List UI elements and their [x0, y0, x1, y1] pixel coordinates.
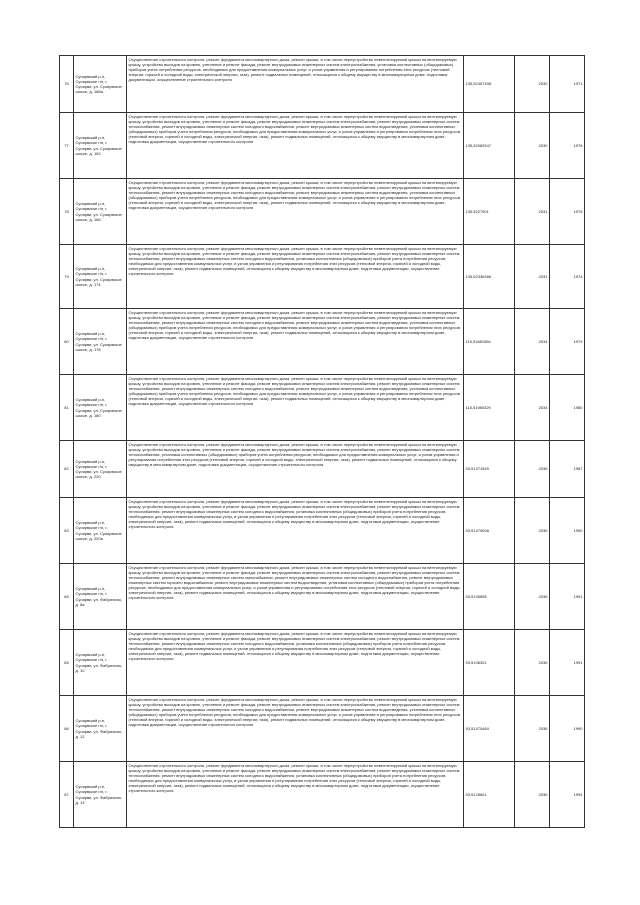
- row-number: 79: [60, 245, 74, 309]
- construction-year: 1987: [550, 441, 585, 498]
- repair-works-description: Осуществление строительного контроля, ремонт фундамента многоквартирного дома, ремонт крыши, в том числе переустройство невентилируемой крыши на вентилируемую крышу, устройство выходов на кровлю, утепление и ремонт фасада, ремонт внутридомовых инженерных систем электроснабжения, установка коллективных (общедомовых) приборов учета потребления ресурсов, необходимых для предоставления коммунальных услуг, и узлов управления и регулирования потребления этих ресурсов (тепловой энергии, горячей и холодной воды, электрической энергии, газа), ремонт подвальных помещений, относящихся к общему имуществу в многоквартирном доме, подготовка документации, осуществление строительного контроля: [127, 56, 464, 113]
- table-row: [60, 179, 585, 245]
- repair-works-description: Осуществление строительного контроля, ремонт фундамента многоквартирного дома, ремонт крыши, в том числе переустройство невентилируемой крыши на вентилируемую крышу, устройство выходов на кровлю, утепление и ремонт фасада, ремонт внутридомовых инженерных систем электроснабжения, ремонт внутридомовых инженерных систем теплоснабжения, установка коллективных (общедомовых) приборов учета потребления ресурсов, необходимых для предоставления коммунальных услуг, и узлов управления и регулирования потребления этих ресурсов (тепловой энергии, горячей и холодной воды, электрической энергии, газа), ремонт подвальных помещений, относящихся к общему имуществу в многоквартирном доме, подготовка документации, осуществление строительного контроля: [127, 441, 464, 498]
- repair-works-description: Осуществление строительного контроля, ремонт фундамента многоквартирного дома, ремонт крыши, в том числе переустройство невентилируемой крыши на вентилируемую крышу, устройство выходов на кровлю, утепление и ремонт фасада, ремонт внутридомовых инженерных систем электроснабжения, ремонт внутридомовых инженерных систем теплоснабжения, ремонт внутридомовых инженерных систем холодного водоснабжения, ремонт внутридомовых инженерных систем водоотведения, установка коллективных (общедомовых) приборов учета потребления ресурсов, необходимых для предоставления коммунальных услуг, и узлов управления и регулирования потребления этих ресурсов (тепловой энергии, горячей и холодной воды, электрической энергии, газа), ремонт подвальных помещений, относящихся к общему имуществу в многоквартирном доме, подготовка документации, осуществление строительного контроля: [127, 179, 464, 245]
- repair-cost: 135,5227901: [464, 179, 515, 245]
- row-number: 85: [60, 630, 74, 696]
- row-number: 87: [60, 762, 74, 828]
- table-body: [60, 56, 585, 828]
- row-number: 82: [60, 441, 74, 498]
- table-row: [60, 762, 585, 828]
- repair-cost: 115,51681584: [464, 309, 515, 375]
- construction-year: 1974: [550, 245, 585, 309]
- row-number: 77: [60, 113, 74, 179]
- construction-year: 1979: [550, 309, 585, 375]
- construction-year: 1990: [550, 498, 585, 564]
- repair-cost: 93,5136898: [464, 564, 515, 630]
- construction-year: 1990: [550, 696, 585, 762]
- building-address: Суоярвский р-н, Суоярвское г/п, г. Суоярви, ул. Суоярвское шоссе, д. 180: [74, 375, 127, 441]
- table-row: [60, 564, 585, 630]
- building-address: Суоярвский р-н, Суоярвское г/п, г. Суоярви, ул. Суоярвское шоссе, д. 176: [74, 309, 127, 375]
- building-address: Суоярвский р-н, Суоярвское г/п, г. Суоярви, ул. Суоярвское шоссе, д. 174: [74, 245, 127, 309]
- building-address: Суоярвский р-н, Суоярвское г/п, г. Суоярви, ул. Фабричная, д. 12: [74, 696, 127, 762]
- building-address: Суоярвский р-н, Суоярвское г/п, г. Суоярви, ул. Фабричная, д. 8а: [74, 564, 127, 630]
- repair-works-description: Осуществление строительного контроля, ремонт фундамента многоквартирного дома, ремонт крыши, в том числе переустройство невентилируемой крыши на вентилируемую крышу, устройство выходов на кровлю, утепление и ремонт фасада, ремонт внутридомовых инженерных систем электроснабжения, ремонт внутридомовых инженерных систем теплоснабжения, ремонт внутридомовых инженерных систем холодного водоснабжения, ремонт внутридомовых инженерных систем водоотведения, установка коллективных (общедомовых) приборов учета потребления ресурсов, необходимых для предоставления коммунальных услуг, и узлов управления и регулирования потребления этих ресурсов (тепловой энергии, горячей и холодной воды, электрической энергии, газа), ремонт подвальных помещений, относящихся к общему имуществу в многоквартирном доме, подготовка документации, осуществление строительного контроля: [127, 309, 464, 375]
- row-number: 80: [60, 309, 74, 375]
- planned-year: 2036: [515, 441, 550, 498]
- table-row: [60, 245, 585, 309]
- capital-repair-table: [59, 55, 585, 828]
- planned-year: 2036: [515, 630, 550, 696]
- construction-year: 1994: [550, 762, 585, 828]
- planned-year: 2036: [515, 498, 550, 564]
- repair-cost: 93,51479008: [464, 498, 515, 564]
- construction-year: 1976: [550, 113, 585, 179]
- row-number: 86: [60, 696, 74, 762]
- repair-works-description: Осуществление строительного контроля, ремонт фундамента многоквартирного дома, ремонт крыши, в том числе переустройство невентилируемой крыши на вентилируемую крышу, устройство выходов на кровлю, утепление и ремонт фасада, ремонт внутридомовых инженерных систем электроснабжения, ремонт внутридомовых инженерных систем теплоснабжения, ремонт внутридомовых инженерных систем холодного водоснабжения, установка коллективных (общедомовых) приборов учета потребления ресурсов, необходимых для предоставления коммунальных услуг, и узлов управления и регулирования потребления этих ресурсов (тепловой энергии, горячей и холодной воды, электрической энергии, газа), ремонт подвальных помещений, относящихся к общему имуществу в многоквартирном доме, подготовка документации, осуществление строительного контроля: [127, 762, 464, 828]
- repair-works-description: Осуществление строительного контроля, ремонт фундамента многоквартирного дома, ремонт крыши, в том числе переустройство невентилируемой крыши на вентилируемую крышу, устройство выходов на кровлю, утепление и ремонт фасада, ремонт внутридомовых инженерных систем электроснабжения, ремонт внутридомовых инженерных систем теплоснабжения, ремонт внутридомовых инженерных систем холодного водоснабжения, установка коллективных (общедомовых) приборов учета потребления ресурсов, необходимых для предоставления коммунальных услуг, и узлов управления и регулирования потребления этих ресурсов (тепловой энергии, горячей и холодной воды, электрической энергии, газа), ремонт подвальных помещений, относящихся к общему имуществу в многоквартирном доме, подготовка документации, осуществление строительного контроля: [127, 245, 464, 309]
- table-row: [60, 441, 585, 498]
- construction-year: 1991: [550, 564, 585, 630]
- table-row: [60, 630, 585, 696]
- construction-year: 1991: [550, 630, 585, 696]
- building-address: Суоярвский р-н, Суоярвское г/п, г. Суоярви, ул. Фабричная, д. 10: [74, 630, 127, 696]
- planned-year: 2036: [515, 762, 550, 828]
- document-page: [59, 55, 584, 828]
- planned-year: 2031: [515, 179, 550, 245]
- planned-year: 2031: [515, 245, 550, 309]
- building-address: Суоярвский р-н, Суоярвское г/п, г. Суоярви, ул. Фабричная, д. 13: [74, 762, 127, 828]
- repair-works-description: Осуществление строительного контроля, ремонт фундамента многоквартирного дома, ремонт крыши, в том числе переустройство невентилируемой крыши на вентилируемую крышу, устройство выходов на кровлю, утепление и ремонт фасада, ремонт внутридомовых инженерных систем электроснабжения, ремонт внутридомовых инженерных систем теплоснабжения, ремонт внутридомовых инженерных систем холодного водоснабжения, установка коллективных (общедомовых) приборов учета потребления ресурсов, необходимых для предоставления коммунальных услуг, и узлов управления и регулирования потребления этих ресурсов (тепловой энергии, горячей и холодной воды, электрической энергии, газа), ремонт подвальных помещений, относящихся к общему имуществу в многоквартирном доме, подготовка документации, осуществление строительного контроля: [127, 630, 464, 696]
- building-address: Суоярвский р-н, Суоярвское г/п, г. Суоярви, ул. Суоярвское шоссе, д. 162: [74, 113, 127, 179]
- planned-year: 2036: [515, 696, 550, 762]
- planned-year: 2034: [515, 375, 550, 441]
- construction-year: 1980: [550, 375, 585, 441]
- table-row: [60, 375, 585, 441]
- building-address: Суоярвский р-н, Суоярвское г/п, г. Суоярви, ул. Суоярвское шоссе, д. 168а: [74, 56, 127, 113]
- repair-cost: 135,52082547: [464, 113, 515, 179]
- repair-works-description: Осуществление строительного контроля, ремонт фундамента многоквартирного дома, ремонт крыши, в том числе переустройство невентилируемой крыши на вентилируемую крышу, устройство выходов на кровлю, утепление и ремонт фасада, ремонт внутридомовых инженерных систем электроснабжения, ремонт внутридомовых инженерных систем теплоснабжения, ремонт внутридомовых инженерных систем газоснабжения, ремонт внутридомовых инженерных систем холодного водоснабжения, ремонт внутридомовых инженерных систем горячего водоснабжения, ремонт внутридомовых инженерных систем водоотведения, установка коллективных (общедомовых) приборов учета потребления ресурсов, необходимых для предоставления коммунальных услуг, и узлов управления и регулирования потребления этих ресурсов (тепловой энергии, горячей и холодной воды, электрической энергии, газа), ремонт подвальных помещений, относящихся к общему имуществу в многоквартирном доме, подготовка документации, осуществление строительного контроля: [127, 564, 464, 630]
- row-number: 78: [60, 179, 74, 245]
- row-number: 81: [60, 375, 74, 441]
- repair-works-description: Осуществление строительного контроля, ремонт фундамента многоквартирного дома, ремонт крыши, в том числе переустройство невентилируемой крыши на вентилируемую крышу, устройство выходов на кровлю, утепление и ремонт фасада, ремонт внутридомовых инженерных систем электроснабжения, ремонт внутридомовых инженерных систем теплоснабжения, ремонт внутридомовых инженерных систем холодного водоснабжения, установка коллективных (общедомовых) приборов учета потребления ресурсов, необходимых для предоставления коммунальных услуг, и узлов управления и регулирования потребления этих ресурсов (тепловой энергии, горячей и холодной воды, электрической энергии, газа), ремонт подвальных помещений, относящихся к общему имуществу в многоквартирном доме, подготовка документации, осуществление строительного контроля: [127, 498, 464, 564]
- repair-works-description: Осуществление строительного контроля, ремонт фундамента многоквартирного дома, ремонт крыши, в том числе переустройство невентилируемой крыши на вентилируемую крышу, устройство выходов на кровлю, утепление и ремонт фасада, ремонт внутридомовых инженерных систем электроснабжения, ремонт внутридомовых инженерных систем теплоснабжения, ремонт внутридомовых инженерных систем холодного водоснабжения, ремонт внутридомовых инженерных систем водоотведения, установка коллективных (общедомовых) приборов учета потребления ресурсов, необходимых для предоставления коммунальных услуг, и узлов управления и регулирования потребления этих ресурсов (тепловой энергии, горячей и холодной воды, электрической энергии, газа), ремонт подвальных помещений, относящихся к общему имуществу в многоквартирном доме, подготовка документации, осуществление строительного контроля: [127, 375, 464, 441]
- building-address: Суоярвский р-н, Суоярвское г/п, г. Суоярви, ул. Суоярвское шоссе, д. 220а: [74, 498, 127, 564]
- planned-year: 2030: [515, 56, 550, 113]
- repair-cost: 115,51980329: [464, 375, 515, 441]
- building-address: Суоярвский р-н, Суоярвское г/п, г. Суоярви, ул. Суоярвское шоссе, д. 166: [74, 179, 127, 245]
- repair-cost: 93,5128601: [464, 762, 515, 828]
- repair-works-description: Осуществление строительного контроля, ремонт фундамента многоквартирного дома, ремонт крыши, в том числе переустройство невентилируемой крыши на вентилируемую крышу, устройство выходов на кровлю, утепление и ремонт фасада, ремонт внутридомовых инженерных систем электроснабжения, ремонт внутридомовых инженерных систем теплоснабжения, ремонт внутридомовых инженерных систем холодного водоснабжения, ремонт внутридомовых инженерных систем водоотведения, установка коллективных (общедомовых) приборов учета потребления ресурсов, необходимых для предоставления коммунальных услуг, и узлов управления и регулирования потребления этих ресурсов (тепловой энергии, горячей и холодной воды, электрической энергии, газа), ремонт подвальных помещений, относящихся к общему имуществу в многоквартирном доме, подготовка документации, осуществление строительного контроля: [127, 696, 464, 762]
- table-row: [60, 56, 585, 113]
- table-row: [60, 113, 585, 179]
- table-row: [60, 498, 585, 564]
- repair-cost: 135,52336486: [464, 245, 515, 309]
- table-row: [60, 696, 585, 762]
- planned-year: 2036: [515, 564, 550, 630]
- row-number: 83: [60, 498, 74, 564]
- row-number: 76: [60, 56, 74, 113]
- row-number: 84: [60, 564, 74, 630]
- repair-cost: 93,51371549: [464, 441, 515, 498]
- repair-cost: 135,52457498: [464, 56, 515, 113]
- repair-works-description: Осуществление строительного контроля, ремонт фундамента многоквартирного дома, ремонт крыши, в том числе переустройство невентилируемой крыши на вентилируемую крышу, устройство выходов на кровлю, утепление и ремонт фасада, ремонт внутридомовых инженерных систем электроснабжения, ремонт внутридомовых инженерных систем теплоснабжения, ремонт внутридомовых инженерных систем холодного водоснабжения, ремонт внутридомовых инженерных систем водоотведения, установка коллективных (общедомовых) приборов учета потребления ресурсов, необходимых для предоставления коммунальных услуг, и узлов управления и регулирования потребления этих ресурсов (тепловой энергии, горячей и холодной воды, электрической энергии, газа), ремонт подвальных помещений, относящихся к общему имуществу в многоквартирном доме, подготовка документации, осуществление строительного контроля: [127, 113, 464, 179]
- planned-year: 2030: [515, 113, 550, 179]
- construction-year: 1971: [550, 56, 585, 113]
- table-row: [60, 309, 585, 375]
- building-address: Суоярвский р-н, Суоярвское г/п, г. Суоярви, ул. Суоярвское шоссе, д. 220: [74, 441, 127, 498]
- repair-cost: 93,5136301: [464, 630, 515, 696]
- construction-year: 1975: [550, 179, 585, 245]
- repair-cost: 93,51470484: [464, 696, 515, 762]
- planned-year: 2034: [515, 309, 550, 375]
